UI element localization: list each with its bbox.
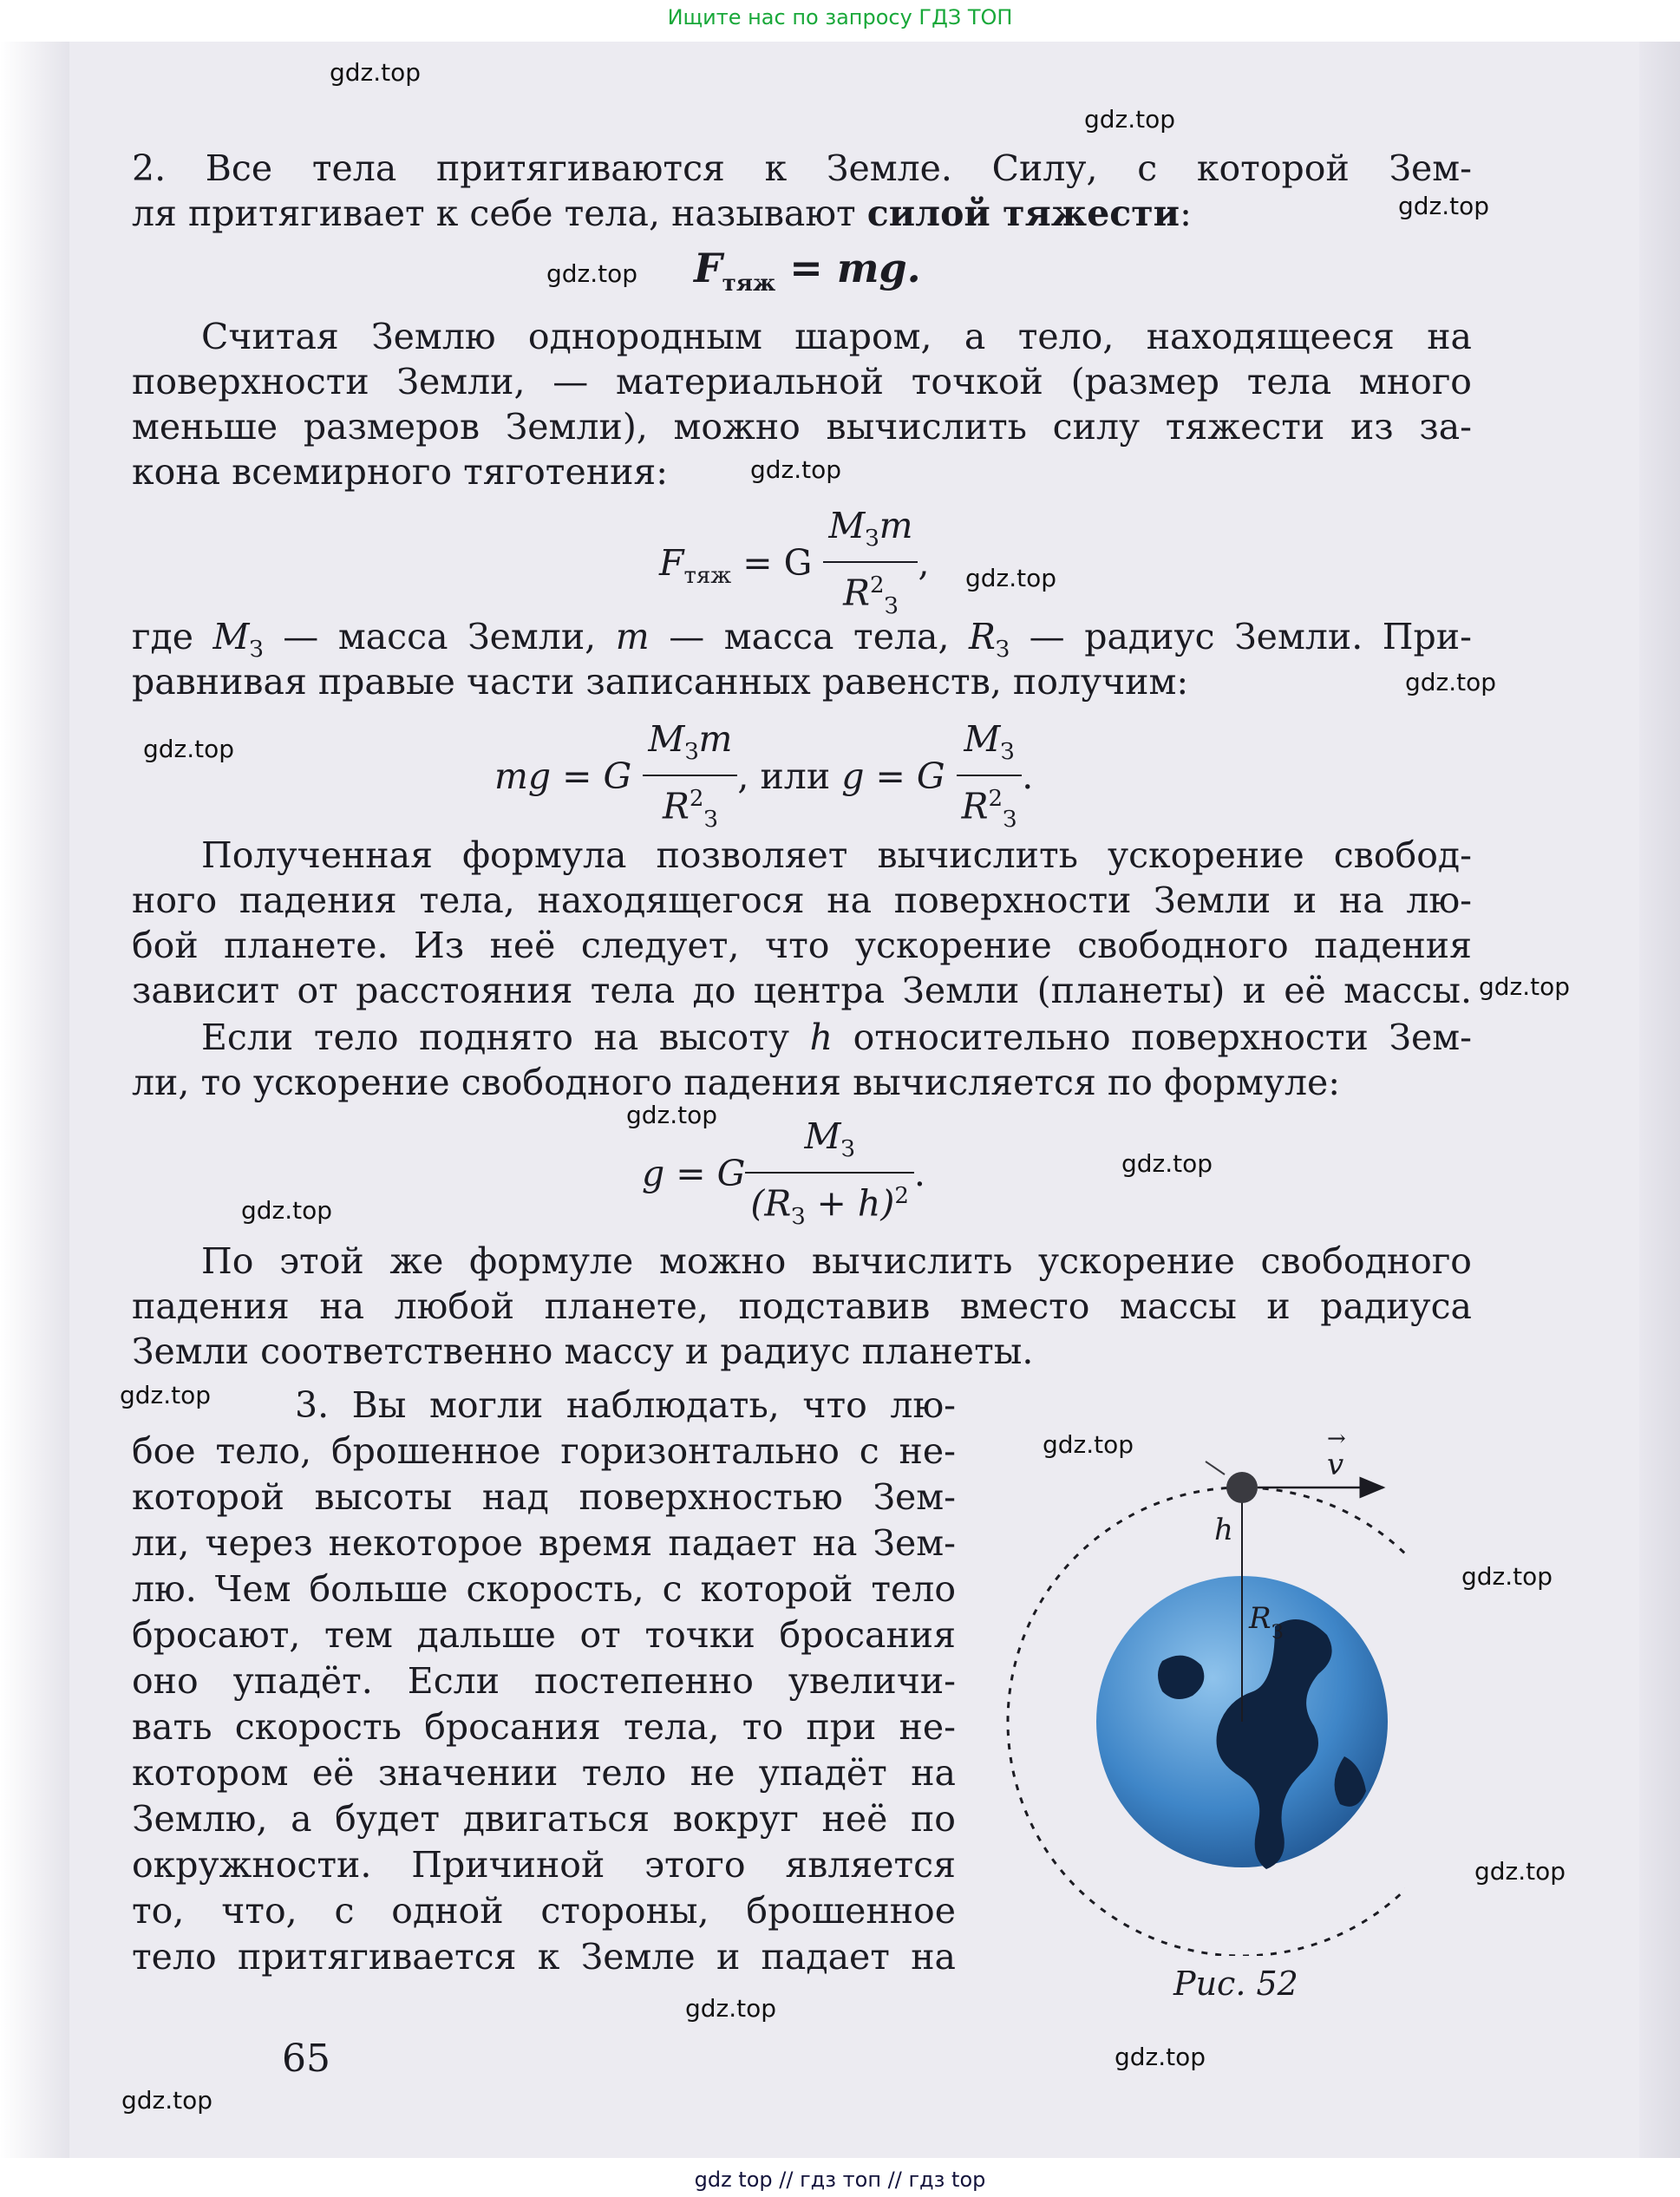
satellite-antenna (1206, 1461, 1225, 1474)
watermark: gdz.top (626, 1101, 718, 1129)
p8-line-10: Землю, а будет двигаться вокруг неё по (132, 1798, 956, 1840)
f2-num: M (828, 505, 866, 546)
page-left-shadow (0, 42, 69, 2158)
p8-line-11: окружности. Причиной этого является (132, 1844, 956, 1886)
page-number: 65 (282, 2037, 330, 2081)
watermark: gdz.top (1398, 192, 1490, 220)
p7-line-2: падения на любой планете, подставив вместо массы и радиуса (132, 1285, 1472, 1327)
watermark: gdz.top (1461, 1562, 1553, 1591)
f2-eq: = G (731, 542, 824, 585)
top-banner[interactable]: Ищите нас по запросу ГДЗ ТОП (667, 5, 1013, 29)
f2-den: R (843, 572, 870, 614)
f4-tail: . (913, 1153, 925, 1195)
radius-label: R (1249, 1601, 1271, 1636)
figure-orbit-diagram (997, 1427, 1405, 1956)
f1-sub: тяж (722, 271, 776, 298)
f3-den1-sub: З (703, 807, 718, 834)
f4-num: M (804, 1115, 841, 1157)
p8-line-6: бросают, тем дальше от точки бросания (132, 1614, 956, 1656)
f3-num1: M (648, 718, 685, 760)
p8-line-8: вать скорость бросания тела, то при не- (132, 1706, 956, 1748)
f3-a: mg = G (494, 755, 644, 798)
f2-lhs: F (659, 542, 684, 585)
satellite-body (1226, 1472, 1258, 1503)
p8-line-12: то, что, с одной стороны, брошенное (132, 1890, 956, 1932)
f3-b: g = G (841, 755, 957, 798)
vector-arrow-glyph: → (1327, 1427, 1346, 1452)
watermark: gdz.top (1084, 105, 1176, 134)
p2-line-2 (132, 191, 1472, 236)
watermark: gdz.top (685, 1994, 777, 2023)
height-label: h (1214, 1513, 1233, 1547)
f2-den-sub: З (884, 593, 899, 620)
p6-line-2: ли, то ускорение свободного падения вычисляется по формуле: (132, 1062, 1341, 1103)
f3-den2-sup: 2 (988, 786, 1003, 813)
p8-line-4: ли, через некоторое время падает на Зем- (132, 1522, 956, 1564)
p3-line-2: поверхности Земли, — материальной точкой (размер тела много (132, 361, 1472, 402)
p7-line-1: По этой же формуле можно вычислить ускорение свободного (201, 1240, 1472, 1282)
p5-line-4: зависит от расстояния тела до центра Земли (планеты) и её массы. (132, 970, 1472, 1011)
p3-line-3: меньше размеров Земли), можно вычислить силу тяжести из за- (132, 406, 1472, 448)
f3-num1-sub: З (684, 739, 699, 766)
f3-fraction-1 (643, 716, 737, 842)
p6-b: относительно поверхности Зем- (833, 1017, 1472, 1058)
p7-line-3: Земли соответственно массу и радиус планеты. (132, 1331, 1034, 1372)
f4-a: g = G (642, 1153, 746, 1195)
p4-line-2: равнивая правые части записанных равенств, получим: (132, 661, 1189, 703)
watermark: gdz.top (750, 455, 842, 484)
p8-line-3: которой высоты над поверхностью Зем- (132, 1476, 956, 1518)
formula-mg-equals (494, 716, 1033, 842)
p4-d: — радиус Земли. При- (1010, 616, 1472, 657)
p8-line-2: бое тело, брошенное горизонтально с не- (132, 1430, 956, 1472)
watermark: gdz.top (1043, 1430, 1134, 1459)
watermark: gdz.top (241, 1196, 333, 1225)
watermark: gdz.top (143, 735, 235, 763)
watermark: gdz.top (965, 564, 1057, 592)
p4-mm: m (615, 616, 650, 657)
p8-line-7: оно упадёт. Если постепенно увеличи- (132, 1660, 956, 1702)
f1-rhs: = mg. (775, 245, 921, 291)
f4-den-sub: З (791, 1204, 806, 1231)
p5-line-1: Полученная формула позволяет вычислить ускорение свобод- (201, 834, 1472, 876)
p4-c: — масса тела, (649, 616, 970, 657)
f2-den-sup: 2 (869, 572, 885, 599)
f3-sep: , или (737, 755, 842, 798)
f4-den-b: + h) (805, 1182, 895, 1225)
radius-subscript: З (1271, 1622, 1284, 1644)
formula-g-height (642, 1114, 925, 1239)
f3-num2: M (964, 718, 1001, 760)
f4-num-sub: З (840, 1136, 855, 1163)
p6-h: h (809, 1017, 833, 1058)
p5-line-3: бой планете. Из неё следует, что ускорение свободного падения (132, 925, 1472, 966)
p2-line-1-text: 2. Все тела притягиваются к Земле. Силу, с которой Зем- (132, 147, 1472, 189)
watermark: gdz.top (120, 1381, 212, 1409)
f4-den-sup: 2 (894, 1183, 909, 1210)
formula-gravitation-law (659, 503, 930, 629)
term-gravity-force: силой тяжести (866, 193, 1180, 234)
p4-a: где (132, 616, 213, 657)
f2-num-sub: З (865, 526, 879, 553)
f2-sub: тяж (683, 563, 732, 590)
f3-den2-sub: З (1003, 807, 1017, 834)
watermark: gdz.top (1405, 668, 1497, 696)
p4-m: M (212, 616, 250, 657)
f2-tail: , (918, 542, 930, 585)
f3-den1-sup: 2 (689, 786, 704, 813)
p8-line-5: лю. Чем больше скорость, с которой тело (132, 1568, 956, 1610)
f2-fraction (823, 503, 918, 629)
page-right-edge (1639, 42, 1680, 2158)
watermark: gdz.top (121, 2086, 213, 2115)
figure-caption: Рис. 52 (1173, 1965, 1298, 2003)
p3-line-4: кона всемирного тяготения: (132, 451, 669, 493)
f3-num1-m: m (698, 718, 733, 760)
f4-fraction (745, 1114, 913, 1239)
watermark: gdz.top (330, 58, 422, 87)
f3-tail: . (1022, 755, 1034, 798)
p4-sub1: З (249, 637, 264, 664)
p8-line-9: котором её значении тело не упадёт на (132, 1752, 956, 1794)
f4-den: (R (750, 1182, 792, 1225)
p5-line-2: ного падения тела, находящегося на поверхности Земли и на лю- (132, 879, 1472, 921)
velocity-label: v (1327, 1448, 1344, 1482)
formula-gravity-force (694, 245, 921, 297)
watermark: gdz.top (1115, 2043, 1206, 2071)
f2-num-m: m (879, 505, 913, 546)
f3-den1: R (663, 785, 690, 827)
f3-den2: R (961, 785, 989, 827)
watermark: gdz.top (1479, 972, 1571, 1001)
p8-line-1: 3. Вы могли наблюдать, что лю- (295, 1384, 956, 1426)
p2-line-2-a: ля притягивает к себе тела, называют (132, 193, 867, 234)
p2-line-1 (132, 146, 1472, 191)
f3-fraction-2 (957, 716, 1023, 842)
p8-line-13: тело притягивается к Земле и падает на (132, 1936, 956, 1978)
f1-lhs: F (694, 245, 722, 291)
p4-sub2: З (995, 637, 1010, 664)
f3-num2-sub: З (1000, 739, 1015, 766)
watermark: gdz.top (546, 259, 638, 288)
p6-line-1 (201, 1015, 1472, 1060)
bottom-banner[interactable]: gdz top // гдз топ // гдз top (694, 2168, 986, 2192)
p3-line-1: Считая Землю однородным шаром, а тело, находящееся на (201, 316, 1472, 357)
watermark: gdz.top (1474, 1857, 1566, 1886)
p6-a: Если тело поднято на высоту (201, 1017, 810, 1058)
watermark: gdz.top (1121, 1149, 1213, 1178)
p4-b: — масса Земли, (263, 616, 616, 657)
p2-line-2-c: : (1180, 193, 1192, 234)
p4-r: R (969, 616, 996, 657)
